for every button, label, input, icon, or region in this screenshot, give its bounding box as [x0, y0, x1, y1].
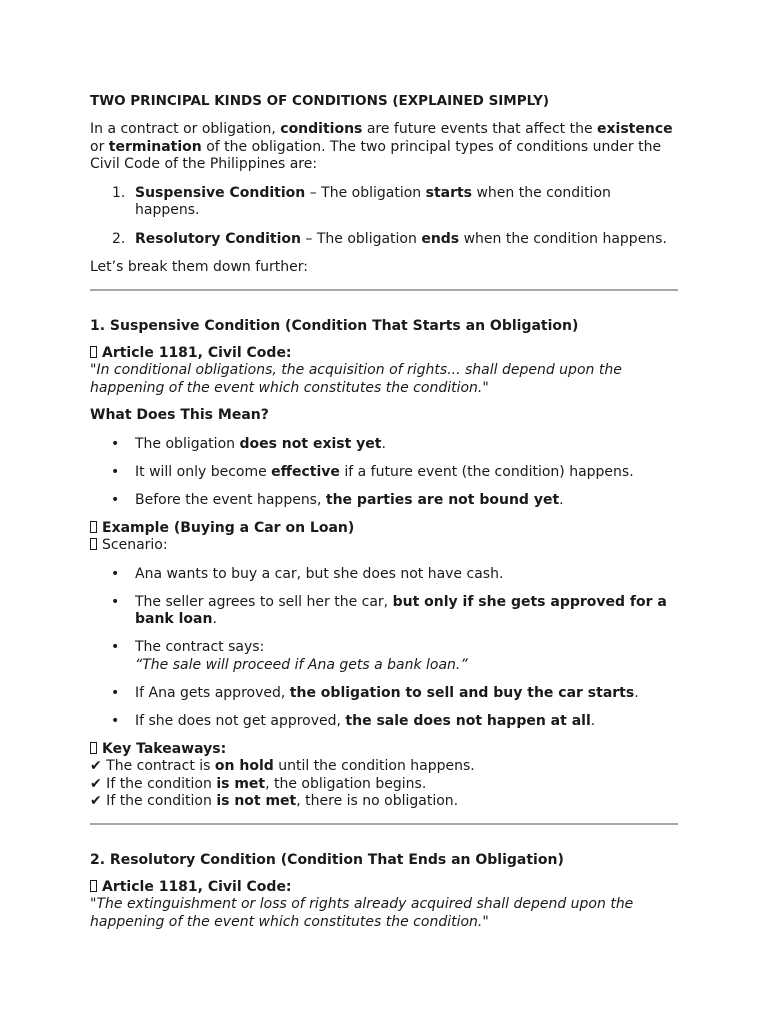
section1-article-quote [90, 362, 678, 397]
kind-text: when the condition happens. [459, 230, 667, 247]
missing-glyph-icon [90, 538, 97, 550]
item-text: The seller agrees to sell her the car, [135, 593, 393, 610]
takeaway-line [90, 758, 678, 776]
quote-text: In conditional obligations, the acquisition of rights... shall depend upon the happening of the event which constitutes the condition. [90, 362, 622, 396]
item-text: . [559, 491, 564, 508]
example-list-item [111, 684, 678, 703]
intro-bold-existence: existence [597, 121, 673, 137]
intro-bold-conditions: conditions [280, 121, 363, 137]
scenario-label-text: Scenario: [102, 537, 168, 553]
bullet-icon: • [111, 463, 120, 480]
intro-text: In a contract or obligation, [90, 121, 281, 137]
missing-glyph-icon [90, 346, 97, 358]
takeaway-text: If the condition [101, 775, 217, 792]
takeaway-bold: is not met [216, 793, 297, 809]
meaning-heading: What Does This Mean? [90, 407, 269, 423]
checkmark-icon: ✔ [90, 775, 102, 792]
takeaways-heading [90, 741, 678, 759]
kind-name: Suspensive Condition [135, 184, 306, 201]
checkmark-icon: ✔ [90, 793, 102, 809]
breakdown-text: Let’s break them down further: [90, 259, 308, 275]
contract-quote: “The sale will proceed if Ana gets a bank loan.” [135, 656, 468, 673]
meaning-list-item [111, 463, 678, 482]
bullet-icon: • [111, 491, 120, 508]
section-divider [90, 289, 678, 291]
kind-bold: starts [425, 184, 473, 201]
item-text: It will only become [135, 463, 272, 480]
item-text: If Ana gets approved, [135, 684, 290, 701]
section2-article-heading [90, 879, 678, 897]
takeaway-text: The contract is [101, 758, 215, 774]
kinds-list [90, 185, 678, 249]
article-heading-text: Article 1181, Civil Code: [102, 878, 292, 895]
intro-text: of the obligation. The two principal types of conditions under the Civil Code of the Philippines are: [90, 138, 662, 172]
scenario-label [90, 537, 678, 555]
section-divider [90, 823, 678, 825]
item-text: . [590, 712, 596, 729]
bullet-icon: • [111, 565, 120, 582]
bullet-icon: • [111, 684, 120, 701]
article-heading-text: Article 1181, Civil Code: [102, 344, 292, 361]
example-heading [90, 520, 678, 538]
item-text: If she does not get approved, [135, 712, 346, 729]
kind-text: – The obligation [305, 184, 426, 201]
example-list-item [111, 565, 678, 584]
section2-heading: 2. Resolutory Condition (Condition That Ends an Obligation) [90, 851, 564, 868]
quote-mark: " [482, 913, 489, 930]
takeaways-heading-text: Key Takeaways: [102, 740, 227, 757]
example-list-item [111, 712, 678, 731]
item-text: The obligation [135, 435, 240, 452]
quote-text: The extinguishment or loss of rights already acquired shall depend upon the happening of the event which constitutes the condition. [90, 896, 634, 930]
item-bold: does not exist yet [239, 435, 382, 452]
kind-text: – The obligation [300, 230, 422, 247]
item-bold: the sale does not happen at all [345, 712, 591, 729]
intro-paragraph [90, 121, 678, 174]
item-bold: the parties are not bound yet [325, 491, 560, 508]
takeaway-line [90, 776, 678, 794]
missing-glyph-icon [90, 521, 97, 533]
kind-name: Resolutory Condition [135, 230, 301, 247]
quote-mark: " [90, 362, 97, 378]
item-text: . [381, 435, 386, 452]
missing-glyph-icon [90, 880, 97, 892]
bullet-icon: • [111, 435, 120, 452]
example-list-item [111, 639, 678, 674]
meaning-list-item [111, 491, 678, 510]
bullet-icon: • [111, 639, 120, 655]
section1-heading: 1. Suspensive Condition (Condition That Starts an Obligation) [90, 317, 579, 334]
item-bold: effective [271, 463, 340, 480]
example-heading-text: Example (Buying a Car on Loan) [102, 519, 355, 536]
takeaway-bold: on hold [214, 758, 274, 774]
item-bold: the obligation to sell and buy the car starts [289, 684, 635, 701]
takeaway-line [90, 793, 678, 811]
item-text: Ana wants to buy a car, but she does not have cash. [135, 565, 504, 582]
meaning-list-item [111, 435, 678, 454]
bullet-icon: • [111, 593, 120, 610]
list-number: 1. [112, 184, 126, 201]
takeaway-text: If the condition [101, 793, 217, 809]
takeaway-bold: is met [216, 775, 266, 792]
takeaway-text: until the condition happens. [273, 758, 475, 774]
takeaway-text: , the obligation begins. [265, 775, 427, 792]
section1-article-heading [90, 345, 678, 363]
intro-text: or [90, 138, 109, 155]
missing-glyph-icon [90, 742, 97, 754]
intro-bold-termination: termination [108, 138, 202, 155]
takeaway-text: , there is no obligation. [296, 793, 459, 809]
quote-mark: " [482, 379, 489, 396]
item-text: if a future event (the condition) happens. [339, 463, 634, 480]
kinds-list-item [112, 184, 678, 220]
document-title: TWO PRINCIPAL KINDS OF CONDITIONS (EXPLAINED SIMPLY) [90, 93, 550, 109]
meaning-list [90, 436, 678, 510]
kind-bold: ends [421, 230, 460, 247]
item-text: . [634, 684, 639, 701]
list-number: 2. [112, 230, 126, 247]
item-text: Before the event happens, [135, 491, 326, 508]
item-text: . [212, 611, 217, 627]
section2-article-quote [90, 896, 678, 931]
example-list-item [111, 593, 678, 629]
kind-text: when the condition happens. [135, 184, 611, 218]
intro-text: are future events that affect the [362, 121, 598, 137]
bullet-icon: • [111, 712, 120, 729]
quote-mark: " [90, 896, 97, 912]
kinds-list-item [112, 230, 678, 249]
checkmark-icon: ✔ [90, 758, 102, 774]
example-list [90, 566, 678, 731]
item-text: The contract says: [135, 639, 265, 655]
item-bold: but only if she gets approved for a bank loan [135, 593, 667, 627]
takeaways-block [90, 741, 678, 811]
